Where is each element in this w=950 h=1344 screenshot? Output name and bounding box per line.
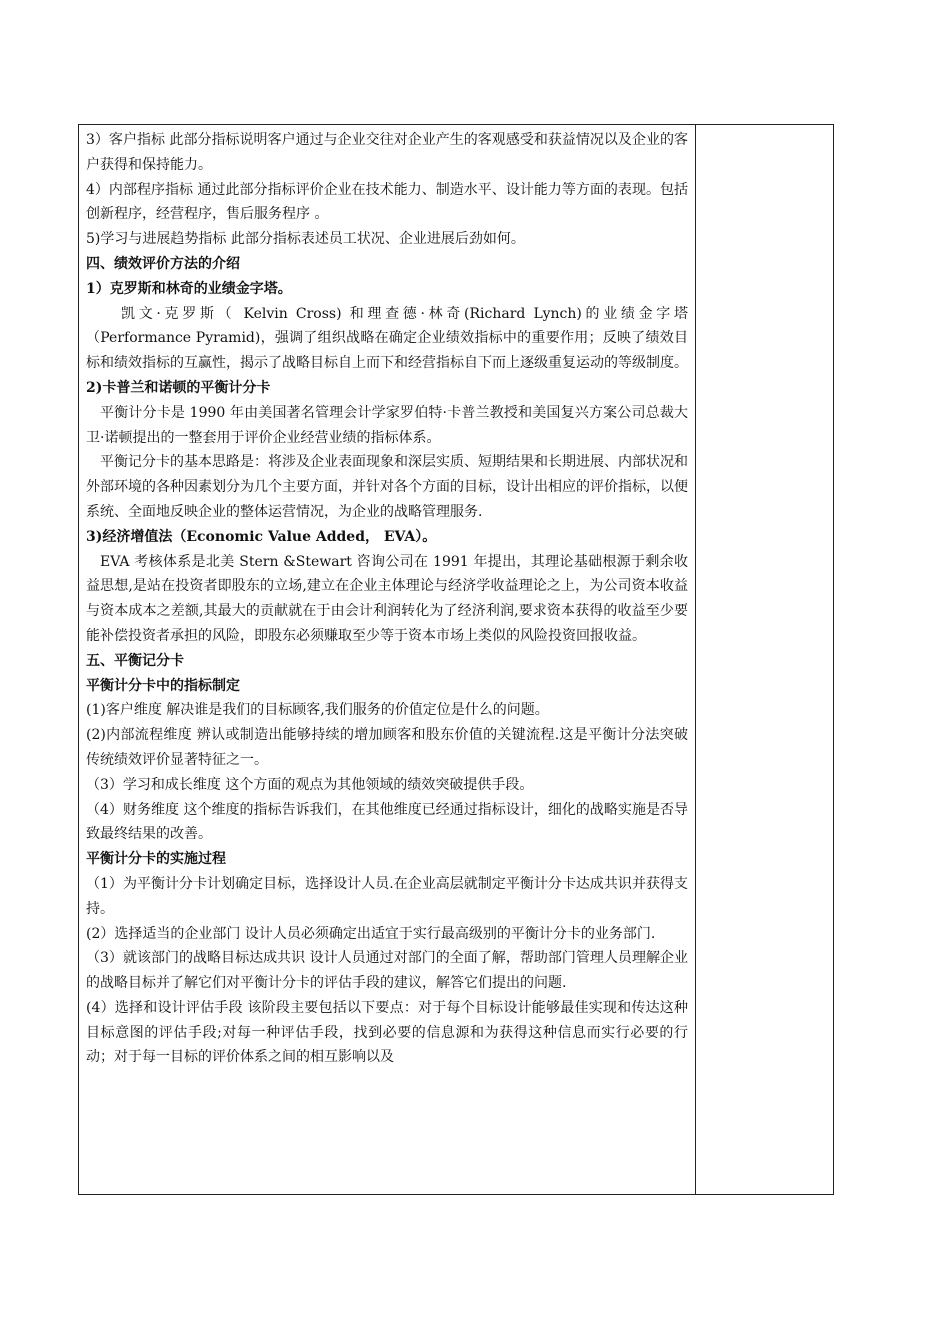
paragraph-bsc-intro: 平衡计分卡是 1990 年由美国著名管理会计学家罗伯特·卡普兰教授和美国复兴方案公司总裁大卫·诺顿提出的一整套用于评价企业经营业绩的指标体系。 — [86, 404, 688, 446]
paragraph-step-3: （3）就该部门的战略目标达成共识 设计人员通过对部门的全面了解，帮助部门管理人员理解企业的战略目标并了解它们对平衡计分卡的评估手段的建议，解答它们提出的问题. — [86, 950, 688, 992]
paragraph-eva-body: EVA 考核体系是北美 Stern &Stewart 咨询公司在 1991 年提出，其理论基础根源于剩余收益思想,是站在投资者即股东的立场,建立在企业主体理论与经济学收益理论之上，为公司资本收益与资本成本之差额,其最大的贡献就在于由会计利润转化为了经济利润,要求资本获得的收益至少要能补偿投资者承担的风险，即股东必须赚取至少等于资本市场上类似的风险投资回报收益。 — [86, 553, 688, 644]
paragraph-step-4: (4）选择和设计评估手段 该阶段主要包括以下要点：对于每个目标设计能够最佳实现和传达这种目标意图的评估手段;对每一种评估手段，找到必要的信息源和为获得这种信息而实行必要的行动；对于每一目标的评价体系之间的相互影响以及 — [86, 999, 688, 1066]
heading-section-five-heading: 五、平衡记分卡 — [86, 652, 184, 669]
paragraph-dim-finance: （4）财务维度 这个维度的指标告诉我们，在其他维度已经通过指标设计，细化的战略实施是否导致最终结果的改善。 — [86, 801, 688, 843]
heading-pyramid-heading: 1）克罗斯和林奇的业绩金字塔。 — [86, 280, 292, 297]
heading-indicator-setting-heading: 平衡计分卡中的指标制定 — [86, 677, 240, 694]
paragraph-dim-internal: (2)内部流程维度 辨认或制造出能够持续的增加顾客和股东价值的关键流程.这是平衡计分法突破传统绩效评价显著特征之一。 — [86, 727, 688, 768]
paragraph-dim-customer: (1)客户维度 解决谁是我们的目标顾客,我们服务的价值定位是什么的问题。 — [86, 702, 549, 719]
paragraph-learning-growth-indicator: 5)学习与进展趋势指标 此部分指标表述员工状况、企业进展后劲如何。 — [86, 231, 525, 248]
heading-implementation-heading: 平衡计分卡的实施过程 — [86, 851, 226, 868]
paragraph-step-1: （1）为平衡计分卡计划确定目标，选择设计人员.在企业高层就制定平衡计分卡达成共识并获得支持。 — [86, 875, 688, 917]
side-empty-cell — [696, 125, 833, 1194]
main-text-cell — [86, 128, 688, 1070]
heading-bsc-heading: 2)卡普兰和诺顿的平衡计分卡 — [86, 379, 271, 396]
heading-section-four-heading: 四、绩效评价方法的介绍 — [86, 255, 240, 272]
paragraph-bsc-idea: 平衡记分卡的基本思路是：将涉及企业表面现象和深层实质、短期结果和长期进展、内部状况和外部环境的各种因素划分为几个主要方面，并针对各个方面的目标，设计出相应的评价指标，以便系统、全面地反映企业的整体运营情况，为企业的战略管理服务. — [86, 454, 688, 520]
paragraph-step-2: (2）选择适当的企业部门 设计人员必须确定出适宜于实行最高级别的平衡计分卡的业务部门. — [86, 925, 656, 942]
paragraph-internal-process-indicator: 4）内部程序指标 通过此部分指标评价企业在技术能力、制造水平、设计能力等方面的表现。包括创新程序，经营程序，售后服务程序 。 — [86, 181, 688, 223]
paragraph-dim-learning: （3）学习和成长维度 这个方面的观点为其他领域的绩效突破提供手段。 — [86, 776, 534, 793]
paragraph-pyramid-body: 凯文·克罗斯（ Kelvin Cross) 和理查德·林奇(Richard Lynch)的业绩金字塔（Performance Pyramid)，强调了组织战略在确定企业绩效指标中的重要作用；反映了绩效目标和绩效指标的互赢性，揭示了战略目标自上而下和经营指标自下而上逐级重复运动的等级制度。 — [86, 305, 688, 372]
content-table — [78, 124, 834, 1195]
heading-eva-heading: 3)经济增值法（Economic Value Added， EVA）。 — [86, 528, 437, 545]
paragraph-customer-indicator: 3）客户指标 此部分指标说明客户通过与企业交往对企业产生的客观感受和获益情况以及企业的客户获得和保持能力。 — [86, 132, 688, 173]
